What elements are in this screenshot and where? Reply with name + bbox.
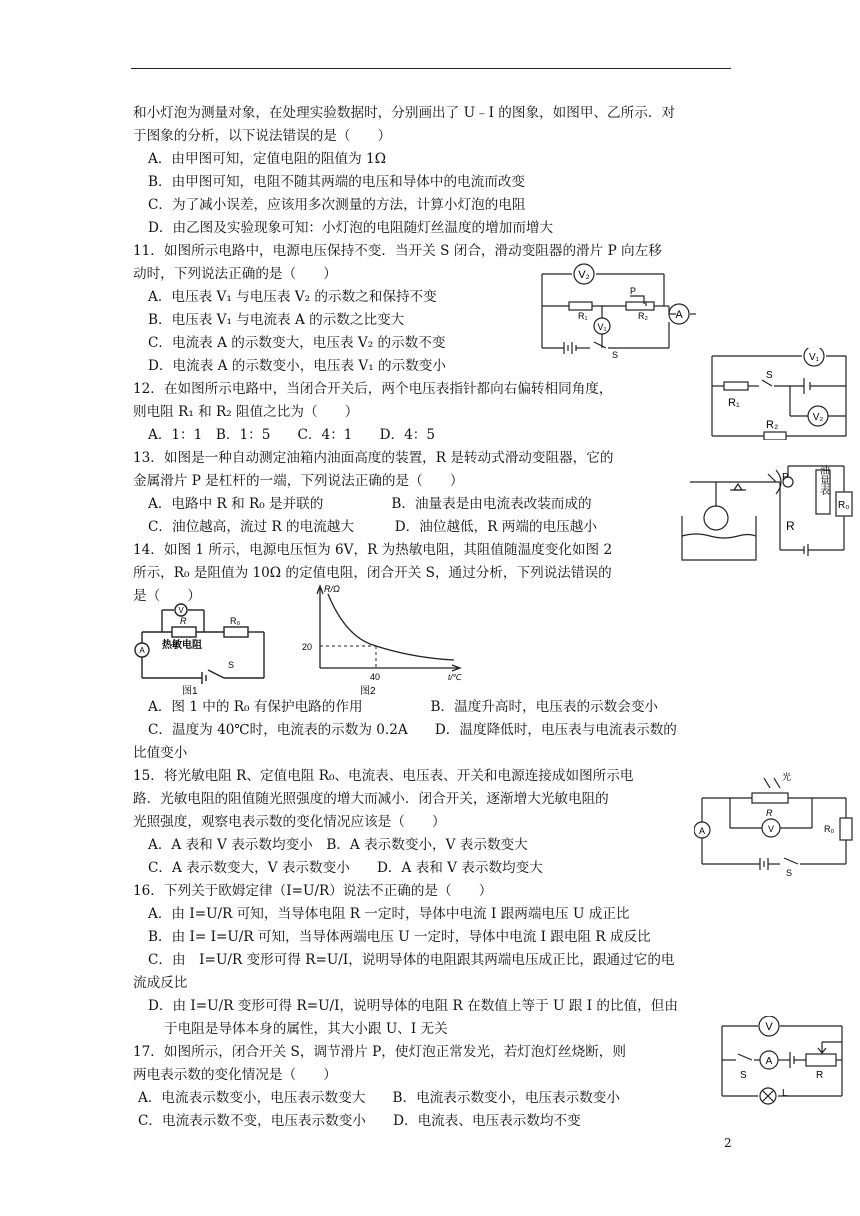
- s-label: S: [786, 868, 793, 878]
- q15-circuit-figure: [694, 766, 854, 878]
- v-label: V: [178, 606, 184, 615]
- text-line: 是（ ）: [133, 588, 201, 604]
- question-11: 11．如图所示电路中，电源电压保持不变．当开关 S 闭合，滑动变阻器的滑片 P 向左移: [133, 243, 662, 259]
- thermistor-label: 热敏电阻: [162, 640, 202, 651]
- q12-circuit-figure: [704, 348, 854, 440]
- s-label: S: [766, 370, 773, 381]
- v1-label: V₁: [808, 352, 820, 363]
- options: A．图 1 中的 R₀ 有保护电路的作用 B．温度升高时，电压表的示数会变小: [148, 699, 659, 715]
- oil-meter-label: 油量表: [817, 465, 829, 495]
- v2-label: V₂: [578, 269, 590, 281]
- x-axis-label: t/℃: [448, 673, 462, 682]
- option-c: C．由 I=U/R 变形可得 R=U/I，说明导体的电阻跟其两端电压成正比，跟通过它的电: [148, 952, 675, 968]
- option-a: A．由 I=U/R 可知，当导体电阻 R 一定时，导体中电流 I 跟两端电压 U 成正比: [148, 906, 630, 922]
- v2-label: V₂: [812, 412, 824, 423]
- text-line: 光照强度，观察电表示数的变化情况应该是（ ）: [133, 814, 446, 830]
- r-label: R: [180, 616, 187, 626]
- question-17: 17．如图所示，闭合开关 S，调节滑片 P，使灯泡正常发光，若灯泡灯丝烧断，则: [133, 1044, 626, 1060]
- r0-label: R₀: [824, 824, 835, 834]
- p-label: P: [782, 472, 789, 483]
- option-a: A．由甲图可知，定值电阻的阻值为 1Ω: [148, 151, 386, 167]
- header-rule: [131, 68, 731, 69]
- x-tick-40: 40: [370, 672, 381, 682]
- text-line: 金属滑片 P 是杠杆的一端，下列说法正确的是（ ）: [133, 473, 464, 489]
- r-label: R: [766, 808, 773, 818]
- r-label: R: [816, 1070, 824, 1081]
- s-label: S: [612, 350, 619, 360]
- option-d: D．电流表 A 的示数变小，电压表 V₁ 的示数变小: [148, 358, 446, 374]
- r0-label: R₀: [838, 500, 850, 511]
- options: A．电流表示数变小，电压表示数变大 B．电流表示数变小，电压表示数变小: [138, 1090, 620, 1106]
- q17-circuit-figure: [714, 1016, 854, 1108]
- figure-2-caption: 图2: [360, 686, 376, 697]
- page-number: 2: [724, 1136, 732, 1150]
- v-label: V: [767, 824, 775, 834]
- r-label: R: [786, 519, 795, 533]
- text-line: 则电阻 R₁ 和 R₂ 阻值之比为（ ）: [133, 404, 359, 420]
- options: C．A 表示数变大，V 表示数变小 D．A 表和 V 表示数均变大: [148, 860, 543, 876]
- option-d: D．由 I=U/R 变形可得 R=U/I，说明导体的电阻 R 在数值上等于 U 跟 I 的比值，但由: [148, 998, 678, 1014]
- q11-circuit-figure: [534, 262, 704, 362]
- options: C．电流表示数不变，电压表示数变小 D．电流表、电压表示数均不变: [138, 1113, 581, 1129]
- options: A．A 表和 V 表示数均变小 B．A 表示数变小，V 表示数变大: [148, 837, 528, 853]
- options: A．1：1 B．1：5 C．4：1 D．4：5: [148, 427, 436, 443]
- option-d: D．由乙图及实验现象可知：小灯泡的电阻随灯丝温度的增加而增大: [148, 220, 554, 236]
- ammeter-label: A: [765, 1056, 773, 1067]
- light-label: 光: [782, 772, 792, 782]
- l-label: L: [782, 1088, 788, 1099]
- option-b: B．由甲图可知，电阻不随其两端的电压和导体中的电流而改变: [148, 174, 526, 190]
- q13-oil-gauge-figure: [676, 456, 856, 566]
- option-c: C．为了减小误差，应该用多次测量的方法，计算小灯泡的电阻: [148, 197, 526, 213]
- q14-figure-2-graph: [296, 580, 470, 698]
- text-line: 两电表示数的变化情况是（ ）: [133, 1067, 337, 1083]
- question-15: 15．将光敏电阻 R、定值电阻 R₀、电流表、电压表、开关和电源连接成如图所示电: [133, 768, 634, 784]
- ammeter-label: A: [139, 646, 145, 655]
- r1-label: R₁: [578, 311, 588, 321]
- options: C．温度为 40℃时，电流表的示数为 0.2A D．温度降低时，电压表与电流表示数的: [148, 722, 677, 738]
- option-c: C．电流表 A 的示数变大，电压表 V₂ 的示数不变: [148, 335, 446, 351]
- text-line: 和小灯泡为测量对象，在处理实验数据时，分别画出了 U﹣I 的图象，如图甲、乙所示．对: [133, 105, 676, 121]
- r2-label: R₂: [766, 419, 779, 431]
- s-label: S: [740, 1070, 747, 1081]
- figure-1-caption: 图1: [182, 686, 198, 696]
- question-13: 13．如图是一种自动测定油箱内油面高度的装置，R 是转动式滑动变阻器，它的: [133, 450, 614, 466]
- question-16: 16．下列关于欧姆定律（I=U/R）说法不正确的是（ ）: [133, 883, 493, 899]
- text-line: 比值变小: [133, 745, 188, 761]
- text-line: 所示，R₀ 是阻值为 10Ω 的定值电阻，闭合开关 S，通过分析，下列说法错误的: [133, 565, 612, 581]
- question-12: 12．在如图所示电路中，当闭合开关后，两个电压表指针都向右偏转相同角度，: [133, 381, 613, 397]
- y-axis-label: R/Ω: [324, 584, 340, 594]
- ammeter-label: A: [698, 826, 706, 836]
- option-b: B．由 I= I=U/R 可知，当导体两端电压 U 一定时，导体中电流 I 跟电阻 R 成反比: [148, 929, 651, 945]
- text-line: 动时，下列说法正确的是（ ）: [133, 266, 337, 282]
- q14-figure-1-circuit: [132, 600, 274, 696]
- ammeter-label: A: [675, 309, 683, 321]
- p-label: P: [630, 286, 637, 296]
- text-line: 路．光敏电阻的阻值随光照强度的增大而减小．闭合开关，逐渐增大光敏电阻的: [133, 791, 609, 807]
- option-a: A．电压表 V₁ 与电压表 V₂ 的示数之和保持不变: [148, 289, 437, 305]
- text-line: 于电阻是导体本身的属性，其大小跟 U、I 无关: [164, 1021, 448, 1037]
- v-label: V: [765, 1021, 773, 1033]
- r0-label: R₀: [230, 616, 241, 626]
- y-tick-20: 20: [302, 642, 313, 652]
- options: C．油位越高，流过 R 的电流越大 D．油位越低，R 两端的电压越小: [148, 519, 597, 535]
- r1-label: R₁: [728, 397, 740, 409]
- question-14: 14．如图 1 所示，电源电压恒为 6V，R 为热敏电阻，其阻值随温度变化如图 2: [133, 542, 613, 558]
- option-b: B．电压表 V₁ 与电流表 A 的示数之比变大: [148, 312, 405, 328]
- s-label: S: [228, 660, 235, 670]
- r2-label: R₂: [638, 311, 648, 321]
- options: A．电路中 R 和 R₀ 是并联的 B．油量表是由电流表改装而成的: [148, 496, 592, 512]
- v1-label: V₁: [597, 322, 607, 332]
- text-line: 流成反比: [133, 975, 188, 991]
- text-line: 于图象的分析，以下说法错误的是（ ）: [133, 128, 392, 144]
